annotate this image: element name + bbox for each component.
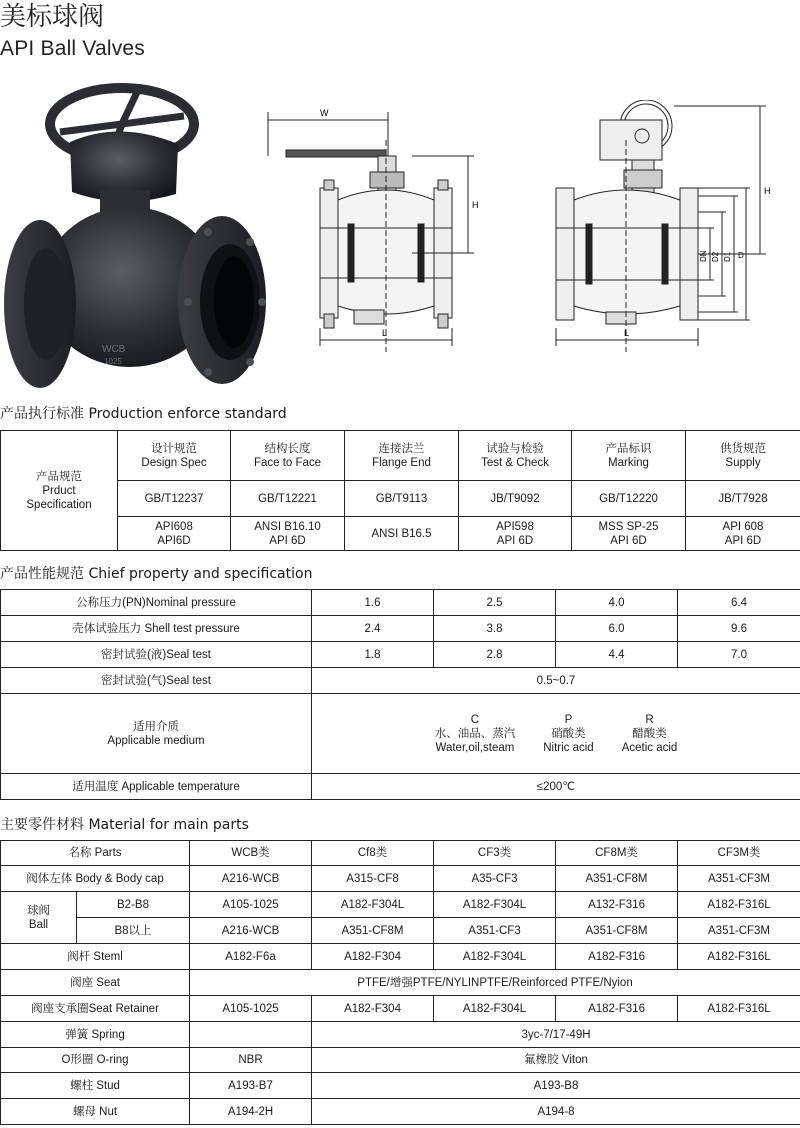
table-cell: A351-CF8M: [556, 918, 678, 944]
materials-section-title: 主要零件材料 Material for main parts: [0, 817, 249, 833]
table-cell: 阀体左体 Body & Body cap: [1, 866, 190, 892]
api-marking: MSS SP-25 API 6D: [572, 517, 686, 551]
table-cell: [190, 1022, 312, 1048]
table-cell: A182-F316L: [678, 892, 800, 918]
table-cell: 阀座 Seat: [1, 970, 190, 996]
table-cell: A182-F316L: [678, 944, 800, 970]
materials-table: [0, 840, 800, 1125]
table-cell: 2.8: [434, 642, 556, 668]
property-section-title: 产品性能规范 Chief property and specification: [0, 566, 313, 582]
col-face-to-face: 结构长度 Face to Face: [231, 431, 345, 481]
table-cell: CF3M类: [678, 841, 800, 866]
table-cell: A315-CF8: [312, 866, 434, 892]
standard-gb-row: [1, 481, 800, 517]
table-cell: 9.6: [678, 616, 800, 642]
gear-section-drawing: [540, 100, 790, 358]
table-cell: A182-F304L: [434, 996, 556, 1022]
gb-marking: GB/T12220: [572, 481, 686, 517]
temperature-value: ≤200℃: [312, 774, 800, 800]
table-cell: PTFE/增强PTFE/NYLINPTFE/Reinforced PTFE/Nyion: [190, 970, 800, 996]
table-cell: Cf8类: [312, 841, 434, 866]
materials-seat-row: [1, 970, 800, 996]
table-cell: 2.4: [312, 616, 434, 642]
table-cell: 1.8: [312, 642, 434, 668]
table-cell: 7.0: [678, 642, 800, 668]
table-cell: A351-CF3M: [678, 866, 800, 892]
table-cell: 2.5: [434, 590, 556, 616]
property-row: [1, 668, 800, 694]
api-test: API598 API 6D: [459, 517, 572, 551]
temperature-row: [1, 774, 800, 800]
col-design-spec: 设计规范 Design Spec: [118, 431, 231, 481]
table-cell: WCB类: [190, 841, 312, 866]
table-cell: 阀杆 Steml: [1, 944, 190, 970]
table-cell: 弹簧 Spring: [1, 1022, 190, 1048]
table-cell: 6.4: [678, 590, 800, 616]
table-cell: 3.8: [434, 616, 556, 642]
body-mark-size: 1025: [104, 357, 122, 366]
seal-test-gas-label: 密封试验(气)Seal test: [1, 668, 312, 694]
table-cell: NBR: [190, 1048, 312, 1073]
col-supply: 供货规范 Supply: [686, 431, 800, 481]
property-row: [1, 590, 800, 616]
materials-stem-row: [1, 944, 800, 970]
medium-item-p: P 硝酸类 Nitric acid: [543, 713, 594, 754]
dim-w-label: W: [320, 108, 329, 118]
medium-values: [312, 694, 800, 774]
table-cell: A35-CF3: [434, 866, 556, 892]
table-cell: A105-1025: [190, 892, 312, 918]
table-cell: A182-F304L: [312, 892, 434, 918]
api-supply: API 608 API 6D: [686, 517, 800, 551]
materials-ball-row: [1, 918, 800, 944]
table-cell: O形圈 O-ring: [1, 1048, 190, 1073]
medium-item-r: R 醋酸类 Acetic acid: [621, 713, 678, 754]
table-cell: A216-WCB: [190, 918, 312, 944]
table-cell: 6.0: [556, 616, 678, 642]
table-cell: B8以上: [77, 918, 190, 944]
property-row: [1, 616, 800, 642]
materials-nut-row: [1, 1099, 800, 1125]
table-cell: A182-F316: [556, 996, 678, 1022]
table-cell: A193-B8: [312, 1073, 800, 1099]
dim-dn-label: DN: [699, 250, 708, 262]
gb-flange: GB/T9113: [345, 481, 459, 517]
materials-spring-row: [1, 1022, 800, 1048]
api-design: API608 API6D: [118, 517, 231, 551]
table-cell: A216-WCB: [190, 866, 312, 892]
medium-item-c: C 水、油品、蒸汽 Water,oil,steam: [434, 713, 516, 754]
ball-label: 球阀 Ball: [1, 892, 77, 944]
dim-d-label: D: [738, 251, 744, 260]
table-cell: 螺柱 Stud: [1, 1073, 190, 1099]
table-cell: A105-1025: [190, 996, 312, 1022]
materials-oring-row: [1, 1048, 800, 1073]
standard-table: [0, 430, 800, 551]
temperature-label: 适用温度 Applicable temperature: [1, 774, 312, 800]
dim-l-label: L: [382, 328, 388, 338]
ball-valve-photo: [0, 72, 270, 388]
table-cell: A182-F304: [312, 944, 434, 970]
materials-retainer-row: [1, 996, 800, 1022]
table-cell: CF8M类: [556, 841, 678, 866]
table-cell: A182-F304L: [434, 892, 556, 918]
medium-label: 适用介质 Applicable medium: [1, 694, 312, 774]
dim-l2-label: L: [624, 328, 630, 338]
shell-test-label: 壳体试验压力 Shell test pressure: [1, 616, 312, 642]
property-table: [0, 589, 800, 800]
table-cell: CF3类: [434, 841, 556, 866]
table-cell: A182-F316L: [678, 996, 800, 1022]
page-title-en: API Ball Valves: [0, 37, 146, 60]
table-cell: 螺母 Nut: [1, 1099, 190, 1125]
gb-test: JB/T9092: [459, 481, 572, 517]
api-flange: ANSI B16.5: [345, 517, 459, 551]
api-face: ANSI B16.10 API 6D: [231, 517, 345, 551]
table-cell: A194-8: [312, 1099, 800, 1125]
materials-stud-row: [1, 1073, 800, 1099]
table-cell: A182-F304L: [434, 944, 556, 970]
table-cell: A351-CF3: [434, 918, 556, 944]
standard-api-row: [1, 517, 800, 551]
standard-header-row: [1, 431, 800, 481]
table-cell: A351-CF3M: [678, 918, 800, 944]
body-mark-material: WCB: [102, 344, 126, 355]
medium-row: [1, 694, 800, 774]
table-cell: A132-F316: [556, 892, 678, 918]
table-cell: 名称 Parts: [1, 841, 190, 866]
table-cell: 1.6: [312, 590, 434, 616]
dim-d1-label: D1: [723, 251, 732, 262]
table-cell: A193-B7: [190, 1073, 312, 1099]
dim-h2-label: H: [764, 186, 771, 196]
gb-design: GB/T12237: [118, 481, 231, 517]
table-cell: 4.4: [556, 642, 678, 668]
materials-ball-row: [1, 892, 800, 918]
table-cell: A182-F316: [556, 944, 678, 970]
table-cell: A351-CF8M: [556, 866, 678, 892]
gb-face: GB/T12221: [231, 481, 345, 517]
col-test-check: 试验与检验 Test & Check: [459, 431, 572, 481]
seal-test-liquid-label: 密封试验(液)Seal test: [1, 642, 312, 668]
materials-header-row: [1, 841, 800, 866]
table-cell: 4.0: [556, 590, 678, 616]
table-cell: A182-F304: [312, 996, 434, 1022]
table-cell: A194-2H: [190, 1099, 312, 1125]
dim-h-label: H: [472, 200, 479, 210]
page-title-cn: 美标球阀: [0, 2, 105, 32]
dim-d2-label: D2: [711, 251, 720, 262]
property-row: [1, 642, 800, 668]
seal-test-gas-value: 0.5~0.7: [312, 668, 800, 694]
table-cell: 阀座支承圈Seat Retainer: [1, 996, 190, 1022]
table-cell: A351-CF8M: [312, 918, 434, 944]
table-cell: 3yc-7/17-49H: [312, 1022, 800, 1048]
table-cell: A182-F6a: [190, 944, 312, 970]
col-flange-end: 连接法兰 Flange End: [345, 431, 459, 481]
standard-section-title: 产品执行标准 Production enforce standard: [0, 406, 287, 422]
table-cell: B2-B8: [77, 892, 190, 918]
gb-supply: JB/T7928: [686, 481, 800, 517]
materials-body-row: [1, 866, 800, 892]
col-marking: 产品标识 Marking: [572, 431, 686, 481]
front-section-drawing: [262, 100, 484, 358]
table-cell: 氟橡胶 Viton: [312, 1048, 800, 1073]
nominal-pressure-label: 公称压力(PN)Nominal pressure: [1, 590, 312, 616]
product-spec-header: 产品规范 Prduct Specification: [1, 431, 118, 551]
